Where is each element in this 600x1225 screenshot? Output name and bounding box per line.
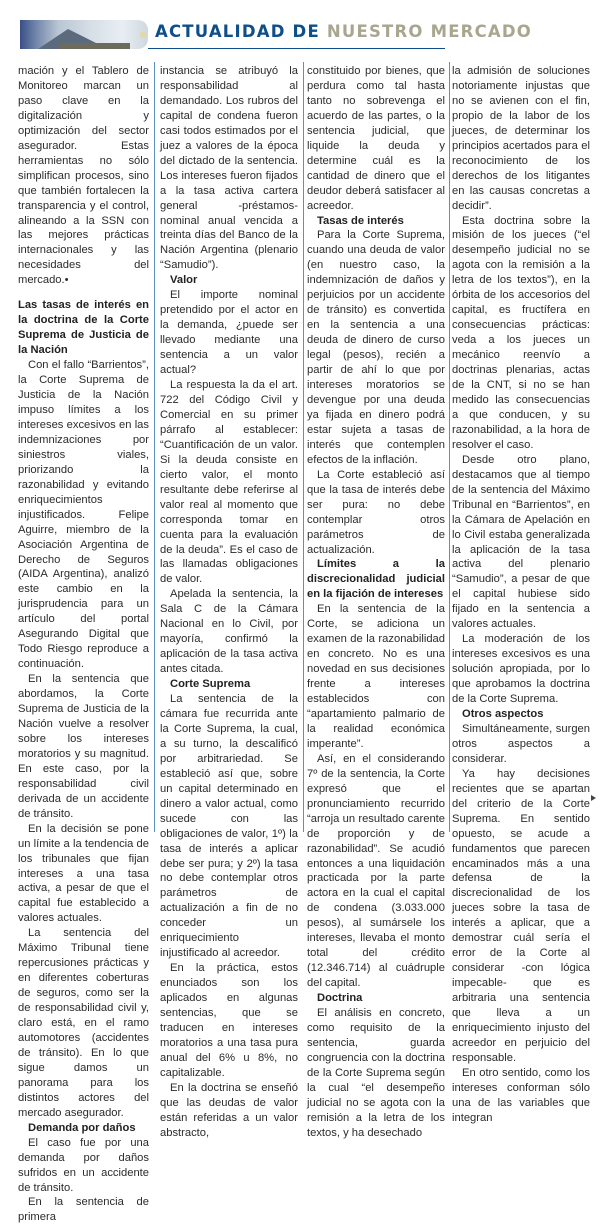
paragraph: La sentencia del Máximo Tribunal tiene repercusiones prácticas y en diferentes coberturas de seguros, como ser la de responsabilidad civil y, claro está, en el ramo automotores (accidentes de tránsito). En lo que sigue damos un panorama para los distintos actores del mercado asegurador. bbox=[18, 927, 149, 1119]
column-2 bbox=[160, 64, 298, 1141]
subheading: Valor bbox=[170, 274, 198, 287]
paragraph: En la sentencia que abordamos, la Corte Suprema de Justicia de la Nación vuelve a resolver sobre los intereses moratorios y su magnitud. En este caso, por la responsabilidad civil derivada de un accidente de tránsito. bbox=[18, 673, 149, 820]
section-title-part1: ACTUALIDAD DE bbox=[155, 22, 320, 41]
column-4 bbox=[452, 64, 590, 1126]
subheading: Demanda por daños bbox=[28, 1121, 136, 1134]
subheading: Tasas de interés bbox=[317, 214, 404, 227]
paragraph: Apelada la sentencia, la Sala C de la Cámara Nacional en lo Civil, por mayoría, confirmó la aplicación de la tasa activa antes citada. bbox=[160, 588, 298, 676]
subheading: Límites a la discrecionalidad judicial en la fijación de intereses bbox=[307, 558, 445, 601]
column-divider bbox=[303, 62, 304, 832]
paragraph: Ya hay decisiones recientes que se apartan del criterio de la Corte Suprema. En sentido opuesto, se acude a fundamentos que parecen encaminados más a una defensa de la discrecionalidad de los jueces sobre la tasa de interés a aplicar, que a demostrar cuál sería el error de la Corte al considerar -con lógica impecable- que es arbitraria una sentencia que lleva a un enriquecimiento injusto del acreedor en perjuicio del responsable. bbox=[452, 767, 590, 1064]
paragraph: La sentencia de la cámara fue recurrida ante la Corte Suprema, la cual, a su turno, la descalificó por arbitrariedad. Se estableció así que, sobre un capital determinado en dinero a valor actual, como sucede con las obligaciones de valor, 1º) la tasa de interés a aplicar debe ser pura; y 2º) la tasa no debe contemplar otros parámetros de actualización a fin de no conceder un enriquecimiento injustificado al acreedor. bbox=[160, 693, 298, 960]
section-title-part2: NUESTRO MERCADO bbox=[326, 22, 532, 41]
paragraph: la admisión de soluciones notoriamente injustas que no se avienen con el fin, propio de la labor de los jueces, de determinar los principios acertados para el reconocimiento de los derechos de los litigantes en las causas concretas a decidir”. bbox=[452, 65, 590, 212]
paragraph: El importe nominal pretendido por el actor en la demanda, ¿puede ser llevado mediante una sentencia a un valor actual? bbox=[160, 289, 298, 377]
column-divider bbox=[154, 62, 155, 832]
subheading: Otros aspectos bbox=[462, 707, 544, 720]
paragraph: constituido por bienes, que perdura como tal hasta tanto no sobrevenga el acuerdo de las partes, o la sentencia judicial, que liquide la deuda y determine cuál es la cantidad de dinero que el deudor deberá satisfacer al acreedor. bbox=[307, 65, 445, 212]
section-title bbox=[155, 22, 532, 41]
paragraph: El análisis en concreto, como requisito de la sentencia, guarda congruencia con la doctrina de la Corte Suprema según la cual “el desempeño judicial no se agota con la remisión a la letra de los textos, y ha desechado bbox=[307, 1007, 445, 1139]
paragraph: En la doctrina se enseñó que las deudas de valor están referidas a un valor abstracto, bbox=[160, 1081, 298, 1139]
column-1 bbox=[18, 64, 149, 1225]
title-underline bbox=[148, 48, 445, 49]
paragraph: Esta doctrina sobre la misión de los jueces (“el desempeño judicial no se agota con la remisión a la letra de los textos”), en la órbita de los accesorios del capital, es fructífera en consecuencias prácticas: veda a los jueces un mecánico reenvío a doctrinas plenarias, actas de la CNT, si no se han medido las consecuencias a que conducen, y su razonabilidad, a la hora de resolver el caso. bbox=[452, 214, 590, 451]
paragraph: En la práctica, estos enunciados son los aplicados en algunas sentencias, que se traducen en intereses moratorios a una tasa pura anual del 6% u 8%, no capitalizable. bbox=[160, 962, 298, 1079]
paragraph: mación y el Tablero de Monitoreo marcan un paso clave en la digitalización y optimización del sector asegurador. Estas herramientas no sólo simplifican procesos, sino que también fortalecen la transparencia y el control, alineando a la SSN con las mejores prácticas internacionales y las necesidades del mercado.• bbox=[18, 65, 149, 287]
paragraph: Simultáneamente, surgen otros aspectos a considerar. bbox=[452, 722, 590, 765]
paragraph: En otro sentido, como los intereses conforman sólo una de las variables que integran bbox=[452, 1066, 590, 1124]
ground-shape bbox=[60, 43, 130, 49]
continue-arrow-icon bbox=[591, 795, 596, 801]
article-heading: Las tasas de interés en la doctrina de la Corte Suprema de Justicia de la Nación bbox=[18, 299, 149, 357]
paragraph: Desde otro plano, destacamos que al tiempo de la sentencia del Máximo Tribunal en “Barrientos”, en la Cámara de Apelación en lo Civil estaba generalizada la aplicación de la tasa activa del plenario “Samudio”, a pesar de que el capital hubiese sido fijado en la sentencia a valores actuales. bbox=[452, 453, 590, 631]
paragraph: En la sentencia de la Corte, se adiciona un examen de la razonabilidad en concreto. No es una novedad en sus decisiones frente a intereses establecidos con “apartamiento palmario de la realidad económica imperante”. bbox=[307, 603, 445, 750]
subheading: Corte Suprema bbox=[170, 678, 251, 691]
paragraph: La moderación de los intereses excesivos es una solución apropiada, por lo que aprobamos la doctrina de la Corte Suprema. bbox=[452, 633, 590, 706]
column-divider bbox=[449, 62, 450, 832]
paragraph: En la decisión se pone un límite a la tendencia de los tribunales que fijan intereses a una tasa activa, a pesar de que el capital fue establecido a valores actuales. bbox=[18, 822, 149, 925]
paragraph: La Corte estableció así que la tasa de interés debe ser pura: no debe contemplar otros parámetros de actualización. bbox=[307, 468, 445, 556]
paragraph: La respuesta la da el art. 722 del Código Civil y Comercial en su primer párrafo al establecer: “Cuantificación de un valor. Si la deuda consiste en cierto valor, el monto resultante debe referirse al valor real al momento que corresponda tomar en cuenta para la evaluación de la deuda”. Es el caso de las llamadas obligaciones de valor. bbox=[160, 379, 298, 586]
paragraph: En la sentencia de primera bbox=[18, 1196, 149, 1224]
subheading: Doctrina bbox=[317, 992, 363, 1005]
sun-dot bbox=[140, 32, 146, 38]
paragraph: instancia se atribuyó la responsabilidad al demandado. Los rubros del capital de condena fueron casi todos estimados por el juez a valores de la época del dictado de la sentencia. Los intereses fueron fijados a la tasa activa cartera general -préstamos- nominal anual vencida a treinta días del Banco de la Nación Argentina (plenario “Samudio”). bbox=[160, 65, 298, 272]
header-banner-image bbox=[20, 20, 148, 49]
paragraph: Con el fallo “Barrientos”, la Corte Suprema de Justicia de la Nación impuso límites a los intereses excesivos en las indemnizaciones por siniestros viales, priorizando la razonabilidad y evitando enriquecimientos injustificados. Felipe Aguirre, miembro de la Asociación Argentina de Derecho de Seguros (AIDA Argentina), analizó este cambio en la jurisprudencia para un artículo del portal Asegurando Digital que Todo Riesgo reproduce a continuación. bbox=[18, 359, 149, 671]
paragraph: Para la Corte Suprema, cuando una deuda de valor (en nuestro caso, la indemnización de daños y perjuicios por un accidente de tránsito) es convertida en la sentencia a una deuda de dinero de curso legal (pesos), recién a partir de ahí lo que por intereses moratorios se devengue por una deuda ya fijada en dinero podrá estar sujeta a tasas de interés que contemplen efectos de la inflación. bbox=[307, 229, 445, 466]
column-3 bbox=[307, 64, 445, 1141]
paragraph: Así, en el considerando 7º de la sentencia, la Corte expresó que el pronunciamiento recurrido “arroja un resultado carente de proporción y de razonabilidad”. Se acudió entonces a una liquidación practicada por la parte actora en la cual el capital de condena (3.033.000 pesos), al sumársele los intereses, llevaba el monto total del crédito (12.346.714) al cuádruple del capital. bbox=[307, 752, 445, 990]
paragraph: El caso fue por una demanda por daños sufridos en un accidente de tránsito. bbox=[18, 1136, 149, 1194]
